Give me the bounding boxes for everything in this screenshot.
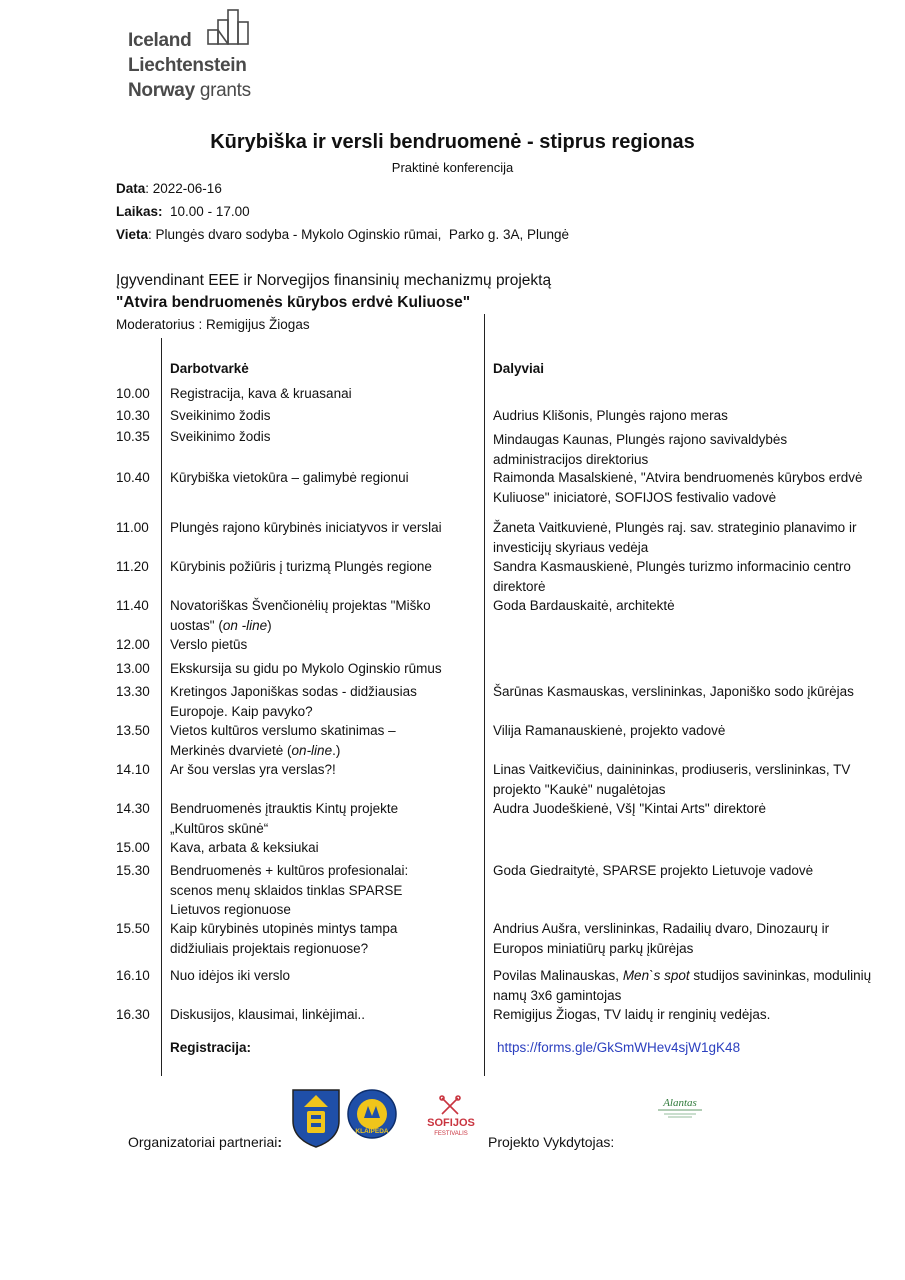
executor-label: Projekto Vykdytojas: xyxy=(488,1134,615,1150)
row-participants: Raimonda Masalskienė, "Atvira bendruomenės kūrybos erdvė Kuliuose" iniciatorė, SOFIJOS festivalio vadovė xyxy=(493,470,863,505)
row-time: 11.20 xyxy=(116,559,149,574)
row-agenda: Kretingos Japoniškas sodas - didžiausias Europoje. Kaip pavyko? xyxy=(170,684,417,719)
row-agenda-text: Novatoriškas Švenčionėlių projektas "Miško uostas" ( xyxy=(170,598,431,633)
date-line xyxy=(116,181,222,196)
row-time: 11.00 xyxy=(116,520,149,535)
page-subtitle: Praktinė konferencija xyxy=(391,160,514,175)
row-agenda xyxy=(170,721,440,760)
row-time: 14.10 xyxy=(116,762,150,777)
column-divider-right xyxy=(484,314,485,1076)
participants-header: Dalyviai xyxy=(493,361,545,376)
row-agenda: Sveikinimo žodis xyxy=(170,429,271,444)
row-participants: Šarūnas Kasmauskas, verslininkas, Japoniško sodo įkūrėjas xyxy=(493,684,854,699)
sofijos-festival-logo-icon xyxy=(420,1094,482,1144)
row-participants: Goda Giedraitytė, SPARSE projekto Lietuvoje vadovė xyxy=(493,863,814,878)
project-name: "Atvira bendruomenės kūrybos erdvė Kuliuose" xyxy=(116,294,471,311)
row-agenda: Bendruomenės įtrauktis Kintų projekte „Kultūros skūnė“ xyxy=(170,801,399,836)
row-agenda xyxy=(170,596,470,635)
row-time: 12.00 xyxy=(116,637,150,652)
row-agenda: Plungės rajono kūrybinės iniciatyvos ir verslai xyxy=(170,520,442,535)
row-time: 15.50 xyxy=(116,921,150,936)
sofijos-logo-text: SOFIJOS xyxy=(427,1117,475,1129)
row-participants: Remigijus Žiogas, TV laidų ir renginių vedėjas. xyxy=(493,1007,771,1022)
alantas-logo-text: Alantas xyxy=(663,1097,697,1109)
row-agenda-tail: ) xyxy=(267,617,272,633)
page-title: Kūrybiška ir versli bendruomenė - stiprus regionas xyxy=(210,131,695,153)
row-agenda: Diskusijos, klausimai, linkėjimai.. xyxy=(170,1007,366,1022)
klaipeda-badge-text: KLAIPĖDA xyxy=(355,1128,389,1135)
logo-grants-word: grants xyxy=(199,80,251,101)
date-label: Data xyxy=(116,181,146,196)
agenda-header: Darbotvarkė xyxy=(170,361,249,376)
row-agenda: Kūrybinis požiūris į turizmą Plungės regione xyxy=(170,559,432,574)
row-participants: Linas Vaitkevičius, dainininkas, prodiuseris, verslininkas, TV projekto "Kaukė" nugalėtojas xyxy=(493,762,851,797)
row-agenda-online: on-line xyxy=(291,742,333,758)
row-participants: Goda Bardauskaitė, architektė xyxy=(493,598,675,613)
logo-line-iceland: Iceland xyxy=(128,30,192,51)
row-participants-text: Povilas Malinauskas, xyxy=(493,968,623,983)
row-participants-tail: studijos savininkas, modulinių namų 3x6 gamintojas xyxy=(493,968,872,1003)
row-time: 16.30 xyxy=(116,1007,150,1022)
grants-logo xyxy=(128,10,288,105)
time-line xyxy=(116,204,250,219)
row-participants: Audra Juodeškienė, VšĮ "Kintai Arts" direktorė xyxy=(493,801,766,816)
grants-mark-icon xyxy=(206,8,262,50)
row-agenda-text: Vietos kultūros verslumo skatinimas – Merkinės dvarvietė ( xyxy=(170,723,396,758)
row-agenda: Registracija, kava & kruasanai xyxy=(170,386,352,401)
sofijos-logo-subtext: FESTIVALIS xyxy=(434,1131,468,1137)
row-agenda-online: on -line xyxy=(222,617,268,633)
row-agenda: Verslo pietūs xyxy=(170,637,248,652)
row-time: 10.30 xyxy=(116,408,150,423)
registration-link[interactable]: https://forms.gle/GkSmWHev4sjW1gK48 xyxy=(497,1040,741,1055)
row-agenda: Nuo idėjos iki verslo xyxy=(170,968,291,983)
organizers-text: Organizatoriai partneriai xyxy=(128,1134,278,1150)
row-agenda: Ar šou verslas yra verslas?! xyxy=(170,762,336,777)
row-time: 13.30 xyxy=(116,684,150,699)
row-agenda: Bendruomenės + kultūros profesionalai: scenos menų sklaidos tinklas SPARSE Lietuvos regionuose xyxy=(170,863,409,917)
row-participants: Sandra Kasmauskienė, Plungės turizmo informacinio centro direktorė xyxy=(493,559,851,594)
row-time: 16.10 xyxy=(116,968,150,983)
row-time: 11.40 xyxy=(116,598,149,613)
row-participants: Audrius Klišonis, Plungės rajono meras xyxy=(493,408,728,423)
logo-line-norway xyxy=(128,80,251,102)
logo-line-liechtenstein: Liechtenstein xyxy=(128,55,247,76)
row-participants-brand: Men`s spot xyxy=(622,968,690,983)
place-label: Vieta xyxy=(116,227,149,242)
logo-norway-word: Norway xyxy=(128,80,195,101)
klaipeda-badge-icon xyxy=(346,1088,398,1140)
row-time: 15.00 xyxy=(116,840,150,855)
row-agenda: Kava, arbata & keksiukai xyxy=(170,840,319,855)
row-agenda: Kūrybiška vietokūra – galimybė regionui xyxy=(170,470,409,485)
project-intro: Įgyvendinant EEE ir Norvegijos finansinių mechanizmų projektą xyxy=(116,272,552,289)
column-divider-left xyxy=(161,338,162,1076)
row-participants: Andrius Aušra, verslininkas, Radailių dvaro, Dinozaurų ir Europos miniatiūrų parkų įkūrėjas xyxy=(493,921,830,956)
row-participants: Mindaugas Kaunas, Plungės rajono savivaldybės administracijos direktorius xyxy=(493,432,788,467)
plunge-coat-of-arms-icon xyxy=(290,1087,342,1149)
row-agenda: Sveikinimo žodis xyxy=(170,408,271,423)
alantas-logo-icon xyxy=(652,1094,708,1124)
row-time: 10.35 xyxy=(116,429,150,444)
place-value: : Plungės dvaro sodyba - Mykolo Oginskio rūmai, Parko g. 3A, Plungė xyxy=(148,227,569,242)
organizers-colon: : xyxy=(277,1134,283,1150)
row-time: 10.40 xyxy=(116,470,150,485)
organizers-label xyxy=(128,1134,282,1150)
time-value: 10.00 - 17.00 xyxy=(162,204,250,219)
row-time: 13.00 xyxy=(116,661,150,676)
row-agenda: Ekskursija su gidu po Mykolo Oginskio rūmus xyxy=(170,661,442,676)
row-time: 14.30 xyxy=(116,801,150,816)
row-time: 13.50 xyxy=(116,723,150,738)
moderator-line: Moderatorius : Remigijus Žiogas xyxy=(116,317,310,332)
row-time: 15.30 xyxy=(116,863,150,878)
row-agenda-tail: .) xyxy=(332,742,341,758)
time-label: Laikas: xyxy=(116,204,163,219)
row-agenda: Kaip kūrybinės utopinės mintys tampa didžiuliais projektais regionuose? xyxy=(170,921,398,956)
row-time: 10.00 xyxy=(116,386,150,401)
row-participants xyxy=(493,966,873,1005)
row-participants: Žaneta Vaitkuvienė, Plungės raj. sav. strateginio planavimo ir investicijų skyriaus vedėja xyxy=(493,520,857,555)
place-line xyxy=(116,227,569,242)
date-value: : 2022-06-16 xyxy=(145,181,222,196)
registration-label: Registracija: xyxy=(170,1040,252,1055)
row-participants: Vilija Ramanauskienė, projekto vadovė xyxy=(493,723,726,738)
